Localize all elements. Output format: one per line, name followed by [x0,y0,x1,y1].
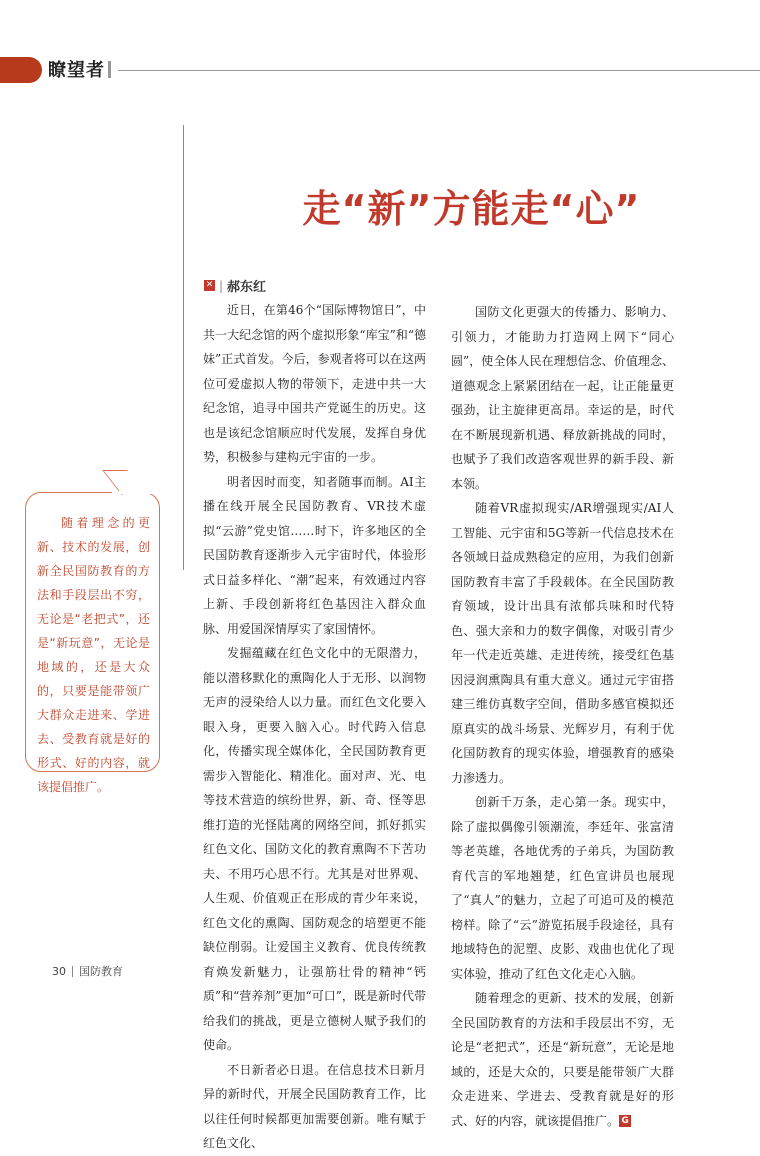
paragraph: 创新千万条，走心第一条。现实中，除了虚拟偶像引领潮流，李廷年、张富清等老英雄，各地优秀的子弟兵，为国防教育代言的军地翘楚，红色宣讲员也展现了“真人”的魅力，立起了可追可及的模范榜样。除了“云”游览拓展手段途径，具有地域特色的泥塑、皮影、戏曲也优化了现实体验，推动了红色文化走心入脑。 [451,795,674,981]
paragraph: 国防文化更强大的传播力、影响力、引领力，才能助力打造网上网下“同心圆”，使全体人民在理想信念、价值理念、道德观念上紧紧团结在一起，让正能量更强劲，让主旋律更高昂。幸运的是，时代在不断展现新机遇、释放新挑战的同时，也赋予了我们改造客观世界的新手段、新本领。 [451,305,674,491]
paragraph-final-text: 随着理念的更新、技术的发展，创新全民国防教育的方法和手段层出不穷，无论是“老把式”，还是“新玩意”，无论是地域的，还是大众的，只要是能带领广大群众走进来、学进去、受教育就是好的形式、好的内容，就该提倡推广。 [451,991,674,1128]
paragraph: 随着VR虚拟现实/AR增强现实/AI人工智能、元宇宙和5G等新一代信息技术在各领域日益成熟稳定的应用，为我们创新国防教育丰富了手段载体。在全民国防教育领域，设计出具有浓郁兵味和时代特色、强大亲和力的数字偶像，对吸引青少年一代走近英雄、走进传统，接受红色基因浸润熏陶具有重大意义。通过元宇宙搭建三维仿真数字空间，借助多感官模拟还原真实的战斗场景、光辉岁月，有利于优化国防教育的现实体验，增强教育的感染力渗透力。 [451,501,674,785]
page-footer [52,963,123,979]
author-name: 郝东红 [227,280,267,295]
end-mark-icon: G [619,1115,631,1127]
byline-divider: | [219,278,224,293]
section-header-bar [0,57,42,83]
magazine-name: 国防教育 [79,965,123,978]
header-rule [118,70,760,71]
pullquote-box [25,492,160,794]
page-number: 30 [52,964,66,978]
paragraph: 发掘蕴藏在红色文化中的无限潜力，能以潜移默化的熏陶化人于无形、以润物无声的浸染给人以力量。而红色文化要入眼入身，更要入脑入心。时代跨入信息化，传播实现全媒体化，全民国防教育更需步入智能化、精准化。面对声、光、电等技术营造的缤纷世界，新、奇、怪等思维打造的光怪陆离的网络空间，抓好抓实红色文化、国防文化的教育熏陶不下苦功夫、不用巧心思不行。尤其是对世界观、人生观、价值观正在形成的青少年来说，红色文化的熏陶、国防观念的培塑更不能缺位削弱。让爱国主义教育、优良传统教育焕发新魅力，让强筋壮骨的精神“钙质”和“营养剂”更加“可口”，既是新时代带给我们的挑战，更是立德树人赋予我们的使命。 [203,646,426,1052]
pen-icon: ✕ [205,280,214,290]
pullquote-tail-mask [112,491,152,494]
section-name: 瞭望者 [48,60,105,81]
paragraph: 不日新者必日退。在信息技术日新月异的新时代，开展全民国防教育工作，比以往任何时候都更加需要创新。唯有赋于红色文化、 [203,1062,426,1150]
footer-divider [72,966,73,977]
header-divider-mark [108,61,111,78]
paragraph-final [451,986,674,1133]
pullquote-text: 随着理念的更新、技术的发展，创新全民国防教育的方法和手段层出不穷，无论是“老把式”，还是“新玩意”，无论是地域的，还是大众的，只要是能带领广大群众走进来、学进去、受教育就是好的形式、好的内容，就该提倡推广。 [37,516,150,794]
article-column-right [451,300,674,1133]
paragraph: 明者因时而变，知者随事而制。AI主播在线开展全民国防教育、VR技术虚拟“云游”党史馆……时下，许多地区的全民国防教育逐渐步入元宇宙时代，体验形式日益多样化、“潮”起来，有效通过内容上新、手段创新将红色基因注入群众血脉、用爱国深情厚实了家国情怀。 [203,474,426,636]
article-title: 走“新”方能走“心” [302,187,641,231]
paragraph: 近日，在第46个“国际博物馆日”，中共一大纪念馆的两个虚拟形象“库宝”和“德妹”正式首发。今后，参观者将可以在这两位可爱虚拟人物的带领下，走进中共一大纪念馆，追寻中国共产党诞生的历史。这也是该纪念馆顺应时代发展，发挥自身优势，积极参与建构元宇宙的一步。 [203,303,426,464]
article-column-left [203,298,426,1156]
byline [204,276,266,295]
